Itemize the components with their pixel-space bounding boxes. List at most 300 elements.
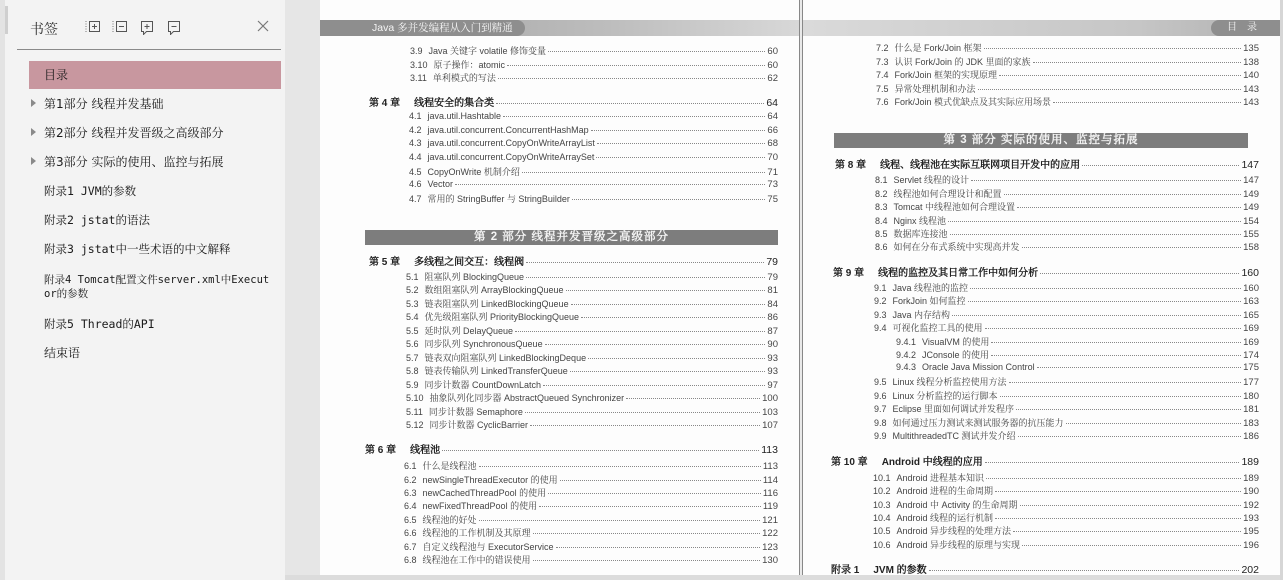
bookmark-item-appendix5[interactable] — [17, 317, 281, 331]
toc-number: 3.9 — [410, 46, 423, 56]
toc-section-entry[interactable] — [873, 484, 1259, 497]
toc-number: 第 5 章 — [369, 257, 401, 268]
toc-section-entry[interactable] — [873, 498, 1259, 511]
toc-title: 抽象队列化同步器 AbstractQueued Synchronizer — [429, 393, 625, 403]
toc-section-entry[interactable] — [896, 348, 1259, 361]
leader-dots — [970, 288, 1241, 289]
toc-number: 5.8 — [406, 366, 419, 376]
toc-title: Android 异步线程的原理与实现 — [896, 540, 1021, 550]
leader-dots — [952, 315, 1241, 316]
toc-number: 10.4 — [873, 513, 891, 523]
leader-dots — [566, 290, 766, 291]
toc-page-number: 73 — [767, 179, 778, 190]
bookmark-panel-title: 书签 — [30, 22, 58, 38]
leader-dots — [591, 130, 766, 131]
leader-dots — [479, 466, 761, 467]
toc-page-number: 180 — [1243, 391, 1259, 402]
expand-arrow-icon[interactable] — [31, 128, 36, 136]
toc-number: 7.6 — [876, 97, 889, 107]
toc-chapter-entry[interactable] — [369, 94, 778, 109]
toc-page-number: 93 — [767, 353, 778, 364]
toc-title: Android 进程基本知识 — [896, 473, 985, 483]
toc-section-entry[interactable] — [876, 68, 1259, 81]
leader-dots — [543, 385, 765, 386]
leader-dots — [597, 143, 766, 144]
toc-page-number: 165 — [1243, 310, 1259, 321]
toc-page-number: 79 — [767, 272, 778, 283]
toc-number: 6.5 — [404, 515, 417, 525]
toc-page-number: 174 — [1243, 350, 1259, 361]
toc-page-number: 81 — [767, 285, 778, 296]
toc-section-entry[interactable] — [896, 335, 1259, 348]
toc-number: 9.3 — [874, 310, 887, 320]
toc-section-entry[interactable] — [409, 192, 778, 205]
leader-dots — [548, 493, 761, 494]
toc-title: 数据库连接池 — [893, 229, 948, 239]
toc-page-number: 147 — [1241, 159, 1259, 171]
toc-page-number: 64 — [766, 97, 778, 109]
toc-title: java.util.concurrent.CopyOnWriteArraySet — [427, 152, 595, 162]
toc-page-number: 138 — [1243, 57, 1259, 68]
toc-number: 9.8 — [874, 418, 887, 428]
toc-section-entry[interactable] — [404, 459, 778, 472]
leader-dots — [533, 560, 761, 561]
toc-section-entry[interactable] — [409, 165, 778, 178]
toc-page-number: 195 — [1243, 526, 1259, 537]
bookmark-item-appendix2[interactable] — [17, 213, 281, 227]
collapse-all-icon[interactable] — [112, 19, 128, 35]
toc-number: 9.5 — [874, 377, 887, 387]
toc-section-entry[interactable] — [406, 324, 778, 337]
toc-section-entry[interactable] — [404, 499, 778, 512]
toc-page-number: 114 — [762, 475, 778, 486]
toc-section-entry[interactable] — [874, 321, 1259, 334]
toc-chapter-entry[interactable] — [831, 453, 1259, 468]
toc-section-entry[interactable] — [406, 364, 778, 377]
toc-section-entry[interactable] — [876, 95, 1259, 108]
running-header — [320, 20, 800, 36]
toc-page-number: 140 — [1243, 70, 1259, 81]
toc-chapter-entry[interactable] — [369, 253, 778, 268]
toc-title: newSingleThreadExecutor 的使用 — [422, 475, 558, 485]
toc-title: newFixedThreadPool 的使用 — [422, 501, 538, 511]
toc-page-number: 121 — [762, 515, 778, 526]
toc-section-entry[interactable] — [409, 152, 778, 163]
toc-section-entry[interactable] — [404, 513, 778, 526]
toc-number: 6.3 — [404, 488, 417, 498]
toc-number: 6.8 — [404, 555, 417, 565]
toc-number: 9.4 — [874, 323, 887, 333]
toc-title: Android 线程的运行机制 — [896, 513, 994, 523]
toc-page-number: 130 — [762, 555, 778, 566]
toc-title: 链表阻塞队列 LinkedBlockingQueue — [424, 299, 569, 309]
toc-number: 7.3 — [876, 57, 889, 67]
toc-page-number: 75 — [767, 194, 778, 205]
toc-chapter-entry[interactable] — [835, 156, 1259, 171]
toc-page-number: 79 — [766, 256, 778, 268]
toc-page-number: 177 — [1243, 377, 1259, 388]
leader-dots — [991, 342, 1241, 343]
toc-section-entry[interactable] — [874, 308, 1259, 321]
part-heading: 第 2 部分 线程并发晋级之高级部分 — [365, 230, 778, 245]
panel-scrollbar[interactable] — [5, 6, 8, 34]
toc-section-entry[interactable] — [406, 283, 778, 296]
bookmark-item-appendix3[interactable] — [17, 242, 281, 256]
toc-section-entry[interactable] — [874, 281, 1259, 294]
toc-title: 如何在分布式系统中实现高并发 — [893, 242, 1020, 252]
toc-section-entry[interactable] — [406, 310, 778, 323]
toc-section-entry[interactable] — [874, 375, 1259, 388]
toc-title: 可视化监控工具的使用 — [892, 323, 983, 333]
leader-dots — [1066, 423, 1242, 424]
toc-number: 10.5 — [873, 526, 891, 536]
toc-page-number: 181 — [1243, 404, 1259, 415]
toc-title: Oracle Java Mission Control — [922, 362, 1035, 372]
toc-number: 10.2 — [873, 486, 891, 496]
toc-title: 同步计数器 Semaphore — [428, 407, 523, 417]
toc-number: 8.4 — [875, 216, 888, 226]
toc-page-number: 186 — [1243, 431, 1259, 442]
toc-section-entry[interactable] — [406, 391, 778, 404]
toc-page-number: 147 — [1243, 175, 1259, 186]
running-header — [803, 20, 1280, 36]
leader-dots — [950, 234, 1242, 235]
toc-header: 目录 — [1211, 20, 1280, 36]
toc-number: 6.1 — [404, 461, 417, 471]
bookmark-item-part3[interactable] — [17, 155, 281, 169]
toc-section-entry[interactable] — [896, 362, 1259, 373]
bookmark-item-epilogue[interactable] — [17, 346, 281, 360]
leader-dots — [526, 277, 765, 278]
toc-chapter-entry[interactable] — [831, 561, 1259, 575]
toc-page-number: 113 — [762, 461, 778, 472]
toc-section-entry[interactable] — [875, 173, 1259, 186]
toc-number: 4.1 — [409, 111, 422, 121]
leader-dots — [530, 425, 760, 426]
leader-dots — [545, 344, 766, 345]
toc-title: Java 内存结构 — [892, 310, 951, 320]
bookmark-label: 第2部分 线程并发晋级之高级部分 — [44, 126, 224, 140]
toc-page-number: 143 — [1243, 84, 1259, 95]
toc-section-entry[interactable] — [874, 389, 1259, 402]
toc-page-number: 169 — [1243, 323, 1259, 334]
leader-dots — [522, 172, 766, 173]
toc-section-entry[interactable] — [873, 524, 1259, 537]
toc-page-number: 192 — [1243, 500, 1259, 511]
toc-title: 如何通过压力测试来测试服务器的抗压能力 — [892, 418, 1064, 428]
toc-page-number: 71 — [767, 167, 778, 178]
toc-number: 5.11 — [406, 407, 423, 417]
toc-page-number: 175 — [1243, 362, 1259, 373]
toc-page-number: 103 — [762, 407, 778, 418]
toc-title: Android 中 Activity 的生命周期 — [896, 500, 1018, 510]
leader-dots — [1037, 367, 1242, 368]
leader-dots — [1004, 194, 1242, 195]
bookmark-item-appendix4[interactable] — [17, 273, 281, 301]
horizontal-scrollbar[interactable] — [285, 575, 1283, 580]
leader-dots — [560, 480, 761, 481]
toc-page-number: 193 — [1243, 513, 1259, 524]
leader-dots — [533, 533, 761, 534]
leader-dots — [572, 199, 766, 200]
toc-section-entry[interactable] — [410, 58, 778, 71]
toc-section-entry[interactable] — [875, 214, 1259, 227]
toc-page-number: 160 — [1241, 267, 1259, 279]
toc-title: Eclipse 里面如何调试并发程序 — [892, 404, 1015, 414]
toc-number: 5.10 — [406, 393, 424, 403]
toc-number: 6.4 — [404, 501, 417, 511]
toc-number: 4.2 — [409, 125, 422, 135]
toc-section-entry[interactable] — [406, 270, 778, 283]
toc-page-number: 183 — [1243, 418, 1259, 429]
toc-section-entry[interactable] — [404, 526, 778, 539]
panel-splitter[interactable] — [285, 0, 320, 580]
toc-section-entry[interactable] — [406, 418, 778, 431]
leader-dots — [496, 103, 764, 104]
leader-dots — [515, 331, 765, 332]
toc-section-entry[interactable] — [875, 227, 1259, 240]
bookmark-label-continued: or的参数 — [44, 288, 89, 300]
toc-number: 9.1 — [874, 283, 887, 293]
toc-number: 4.5 — [409, 167, 422, 177]
toc-section-entry[interactable] — [873, 538, 1259, 551]
leader-dots — [1013, 531, 1241, 532]
toc-page-number: 68 — [767, 138, 778, 149]
toc-section-entry[interactable] — [409, 111, 778, 122]
leader-dots — [626, 398, 760, 399]
toc-page-number: 86 — [767, 312, 778, 323]
toc-number: 8.5 — [875, 229, 888, 239]
part-heading: 第 3 部分 实际的使用、监控与拓展 — [834, 133, 1248, 148]
add-bookmark-icon[interactable] — [139, 19, 155, 35]
bookmark-item-toc[interactable] — [29, 61, 281, 89]
toc-section-entry[interactable] — [409, 179, 778, 190]
toc-section-entry[interactable] — [410, 44, 778, 57]
toc-title: newCachedThreadPool 的使用 — [422, 488, 547, 498]
leader-dots — [503, 116, 765, 117]
leader-dots — [548, 51, 765, 52]
toc-title: Fork/Join 框架的实现原理 — [894, 70, 998, 80]
toc-page-number: 149 — [1243, 202, 1259, 213]
toc-number: 6.2 — [404, 475, 417, 485]
toc-number: 9.4.3 — [896, 362, 917, 372]
toc-page-number: 155 — [1243, 229, 1259, 240]
toc-number: 4.7 — [409, 194, 422, 204]
toc-title: 线程安全的集合类 — [414, 98, 495, 109]
toc-section-entry[interactable] — [875, 200, 1259, 213]
toc-number: 4.3 — [409, 138, 422, 148]
bookmark-panel — [0, 0, 285, 580]
toc-page-number: 70 — [767, 152, 778, 163]
leader-dots — [1082, 165, 1239, 166]
toc-number: 3.11 — [410, 73, 427, 83]
toc-page-number: 60 — [767, 46, 778, 57]
toc-page-number: 143 — [1243, 97, 1259, 108]
toc-section-entry[interactable] — [874, 294, 1259, 307]
toc-section-entry[interactable] — [876, 82, 1259, 95]
leader-dots — [1022, 545, 1241, 546]
bookmark-label: 附录2 jstat的语法 — [44, 213, 150, 227]
toc-page-number: 116 — [762, 488, 778, 499]
toc-section-entry[interactable] — [409, 138, 778, 149]
toc-title: VisualVM 的使用 — [922, 337, 990, 347]
toc-number: 5.3 — [406, 299, 419, 309]
toc-title: 什么是线程池 — [422, 461, 477, 471]
toc-section-entry[interactable] — [404, 473, 778, 486]
toc-section-entry[interactable] — [406, 351, 778, 364]
toc-section-entry[interactable] — [406, 297, 778, 310]
toc-number: 第 10 章 — [831, 457, 868, 468]
leader-dots — [539, 506, 761, 507]
bookmark-label: 附录3 jstat中一些术语的中文解释 — [44, 242, 231, 256]
toc-number: 5.4 — [406, 312, 419, 322]
expand-arrow-icon[interactable] — [31, 99, 36, 107]
toc-number: 第 9 章 — [833, 268, 865, 279]
toc-title: 同步计数器 CyclicBarrier — [429, 420, 529, 430]
toc-section-entry[interactable] — [404, 553, 778, 566]
toc-title: Vector — [427, 179, 454, 189]
leader-dots — [442, 450, 759, 451]
toc-number: 8.2 — [875, 189, 888, 199]
expand-arrow-icon[interactable] — [31, 157, 36, 165]
toc-title: 同步计数器 CountDownLatch — [424, 380, 542, 390]
expand-all-icon[interactable] — [85, 19, 101, 35]
toc-number: 第 6 章 — [365, 445, 397, 456]
toc-number: 第 4 章 — [369, 98, 401, 109]
toc-number: 附录 1 — [831, 565, 860, 575]
toc-section-entry[interactable] — [406, 337, 778, 350]
bookmark-item-appendix1[interactable] — [17, 184, 281, 198]
toc-page-number: 90 — [767, 339, 778, 350]
toc-number: 6.6 — [404, 528, 417, 538]
leader-dots — [581, 317, 765, 318]
leader-dots — [588, 358, 765, 359]
toc-title: Servlet 线程的设计 — [893, 175, 970, 185]
toc-section-entry[interactable] — [874, 402, 1259, 415]
toc-title: 链表双向阻塞队列 LinkedBlockingDeque — [424, 353, 587, 363]
toc-title: JVM 的参数 — [873, 565, 927, 575]
toc-page-number: 123 — [762, 542, 778, 553]
book-title-header: Java 多并发编程从入门到精通 — [320, 20, 525, 36]
toc-title: Linux 线程分析监控使用方法 — [892, 377, 1007, 387]
toc-section-entry[interactable] — [409, 125, 778, 136]
toc-title: 异常处理机制和办法 — [894, 84, 976, 94]
leader-dots — [526, 262, 764, 263]
toc-chapter-entry[interactable] — [833, 264, 1259, 279]
toc-chapter-entry[interactable] — [365, 441, 778, 456]
toc-section-entry[interactable] — [876, 55, 1259, 68]
toc-section-entry[interactable] — [404, 540, 778, 553]
toc-section-entry[interactable] — [876, 41, 1259, 54]
toc-title: java.util.concurrent.CopyOnWriteArrayList — [427, 138, 595, 148]
toc-title: CopyOnWrite 机制介绍 — [427, 167, 520, 177]
toc-title: Linux 分析监控的运行脚本 — [892, 391, 998, 401]
toc-page-number: 158 — [1243, 242, 1259, 253]
toc-section-entry[interactable] — [410, 71, 778, 84]
bookmark-label: 附录5 Thread的API — [44, 317, 155, 331]
toc-number: 8.3 — [875, 202, 888, 212]
leader-dots — [571, 304, 766, 305]
leader-dots — [971, 180, 1241, 181]
leader-dots — [984, 48, 1242, 49]
toc-page-number: 163 — [1243, 296, 1259, 307]
toc-title: 阻塞队列 BlockingQueue — [424, 272, 525, 282]
toc-section-entry[interactable] — [404, 486, 778, 499]
toc-page-number: 100 — [762, 393, 778, 404]
leader-dots — [985, 328, 1242, 329]
leader-dots — [968, 301, 1242, 302]
toc-section-entry[interactable] — [875, 240, 1259, 253]
toc-page-number: 169 — [1243, 337, 1259, 348]
toc-section-entry[interactable] — [873, 511, 1259, 524]
toc-number: 8.6 — [875, 242, 888, 252]
leader-dots — [995, 491, 1241, 492]
leader-dots — [525, 412, 760, 413]
leader-dots — [498, 78, 766, 79]
toc-page-number: 119 — [762, 501, 778, 512]
leader-dots — [1033, 62, 1242, 63]
close-icon[interactable] — [255, 18, 271, 34]
toc-number: 5.2 — [406, 285, 419, 295]
bookmark-label: 附录4 Tomcat配置文件server.xml中Execut — [44, 274, 270, 286]
leader-dots — [1040, 273, 1239, 274]
toc-number: 3.10 — [410, 60, 428, 70]
bookmark-item-part1[interactable] — [17, 97, 281, 111]
toc-number: 10.6 — [873, 540, 891, 550]
toc-page-number: 60 — [767, 60, 778, 71]
toc-section-entry[interactable] — [873, 471, 1259, 484]
toc-number: 9.7 — [874, 404, 887, 414]
bookmark-label: 附录1 JVM的参数 — [44, 184, 137, 198]
toc-page-number: 84 — [767, 299, 778, 310]
toc-number: 10.3 — [873, 500, 891, 510]
toc-page-number: 135 — [1243, 43, 1259, 54]
toc-number: 9.9 — [874, 431, 887, 441]
toc-title: Fork/Join 模式优缺点及其实际应用场景 — [894, 97, 1052, 107]
toc-section-entry[interactable] — [406, 405, 778, 418]
toc-page-number: 202 — [1241, 564, 1259, 575]
toc-section-entry[interactable] — [874, 416, 1259, 429]
leader-dots — [1016, 409, 1241, 410]
bookmark-label: 目录 — [44, 68, 69, 82]
toc-title: 什么是 Fork/Join 框架 — [894, 43, 982, 53]
toc-title: Android 异步线程的处理方法 — [896, 526, 1012, 536]
toc-page-number: 122 — [762, 528, 778, 539]
toc-title: 自定义线程池与 ExecutorService — [422, 542, 554, 552]
document-page-right — [802, 0, 1280, 575]
toc-number: 8.1 — [875, 175, 888, 185]
toc-title: java.util.Hashtable — [427, 111, 502, 121]
toc-page-number: 93 — [767, 366, 778, 377]
toc-title: 原子操作：atomic — [433, 60, 506, 70]
bookmark-item-part2[interactable] — [17, 126, 281, 140]
delete-bookmark-icon[interactable] — [166, 19, 182, 35]
leader-dots — [1017, 207, 1241, 208]
leader-dots — [596, 157, 765, 158]
toc-title: 线程的监控及其日常工作中如何分析 — [878, 268, 1039, 279]
leader-dots — [978, 89, 1242, 90]
toc-title: Android 进程的生命周期 — [896, 486, 994, 496]
toc-page-number: 190 — [1243, 486, 1259, 497]
leader-dots — [455, 184, 765, 185]
toc-section-entry[interactable] — [874, 429, 1259, 442]
toc-title: ForkJoin 如何监控 — [892, 296, 966, 306]
leader-dots — [1009, 382, 1242, 383]
toc-section-entry[interactable] — [875, 187, 1259, 200]
leader-dots — [479, 520, 761, 521]
toc-section-entry[interactable] — [406, 378, 778, 391]
toc-title: 线程池如何合理设计和配置 — [893, 189, 1002, 199]
